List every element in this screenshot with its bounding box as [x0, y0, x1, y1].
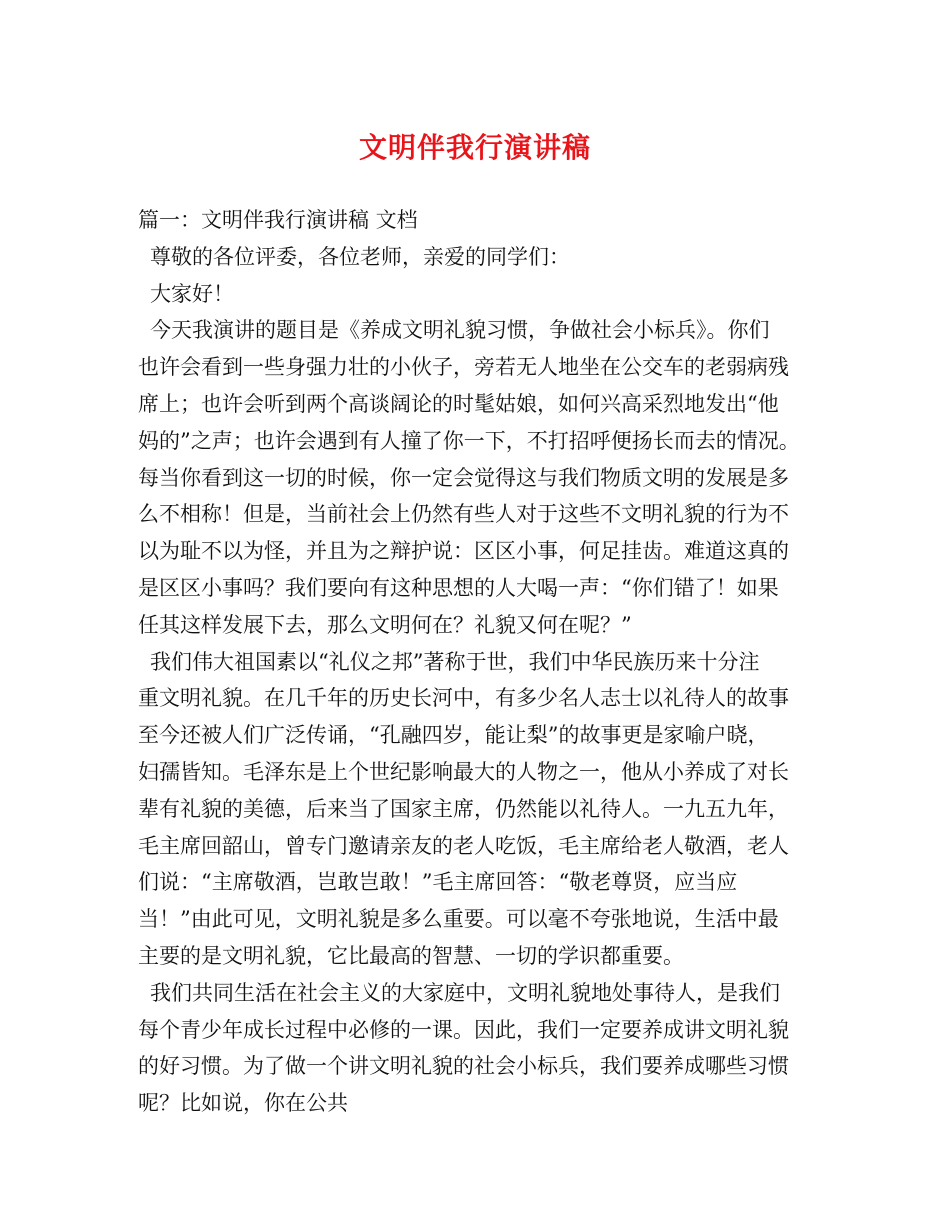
text-line: 辈有礼貌的美德，后来当了国家主席，仍然能以礼待人。一九五九年，	[138, 796, 789, 821]
text-line: 以为耻不以为怪，并且为之辩护说：区区小事，何足挂齿。难道这真的	[138, 539, 789, 564]
text-line: 妈的”之声；也许会遇到有人撞了你一下，不打招呼便扬长而去的情况。	[138, 428, 800, 453]
text-line: 妇孺皆知。毛泽东是上个世纪影响最大的人物之一，他从小养成了对长	[138, 759, 789, 784]
text-line: 毛主席回韶山，曾专门邀请亲友的老人吃饭，毛主席给老人敬酒，老人	[138, 833, 789, 858]
text-line: 们说：“主席敬酒，岂敢岂敢！”毛主席回答：“敬老尊贤，应当应	[138, 870, 738, 895]
text-line: 大家好！	[150, 281, 234, 306]
document-body	[138, 202, 828, 1122]
text-line: 每当你看到这一切的时候，你一定会觉得这与我们物质文明的发展是多	[138, 465, 789, 490]
text-line: 任其这样发展下去，那么文明何在？礼貌又何在呢？”	[138, 612, 632, 637]
text-line: 至今还被人们广泛传诵，“孔融四岁，能让梨”的故事更是家喻户晓，	[138, 723, 769, 748]
text-line: 当！”由此可见，文明礼貌是多么重要。可以毫不夸张地说，生活中最	[138, 907, 779, 932]
text-line: 主要的是文明礼貌，它比最高的智慧、一切的学识都重要。	[138, 943, 684, 968]
document-title: 文明伴我行演讲稿	[358, 131, 591, 164]
text-line: 的好习惯。为了做一个讲文明礼貌的社会小标兵，我们要养成哪些习惯	[138, 1054, 789, 1079]
text-line: 是区区小事吗？我们要向有这种思想的人大喝一声：“你们错了！如果	[138, 575, 779, 600]
text-line: 么不相称！但是，当前社会上仍然有些人对于这些不文明礼貌的行为不	[138, 502, 789, 527]
text-line: 今天我演讲的题目是《养成文明礼貌习惯，争做社会小标兵》。你们	[150, 318, 770, 343]
text-line: 我们共同生活在社会主义的大家庭中，文明礼貌地处事待人，是我们	[150, 980, 780, 1005]
text-line: 篇一：文明伴我行演讲稿 文档	[138, 208, 418, 232]
text-line: 我们伟大祖国素以“礼仪之邦”著称于世，我们中华民族历来十分注	[150, 649, 760, 674]
text-line: 呢？比如说，你在公共	[138, 1091, 348, 1116]
text-line: 每个青少年成长过程中必修的一课。因此，我们一定要养成讲文明礼貌	[138, 1017, 789, 1042]
text-line: 席上；也许会听到两个高谈阔论的时髦姑娘，如何兴高采烈地发出“他	[138, 391, 779, 416]
text-line: 重文明礼貌。在几千年的历史长河中，有多少名人志士以礼待人的故事	[138, 686, 789, 711]
text-line: 也许会看到一些身强力壮的小伙子，旁若无人地坐在公交车的老弱病残	[138, 355, 789, 380]
text-line: 尊敬的各位评委，各位老师，亲爱的同学们：	[150, 244, 570, 269]
